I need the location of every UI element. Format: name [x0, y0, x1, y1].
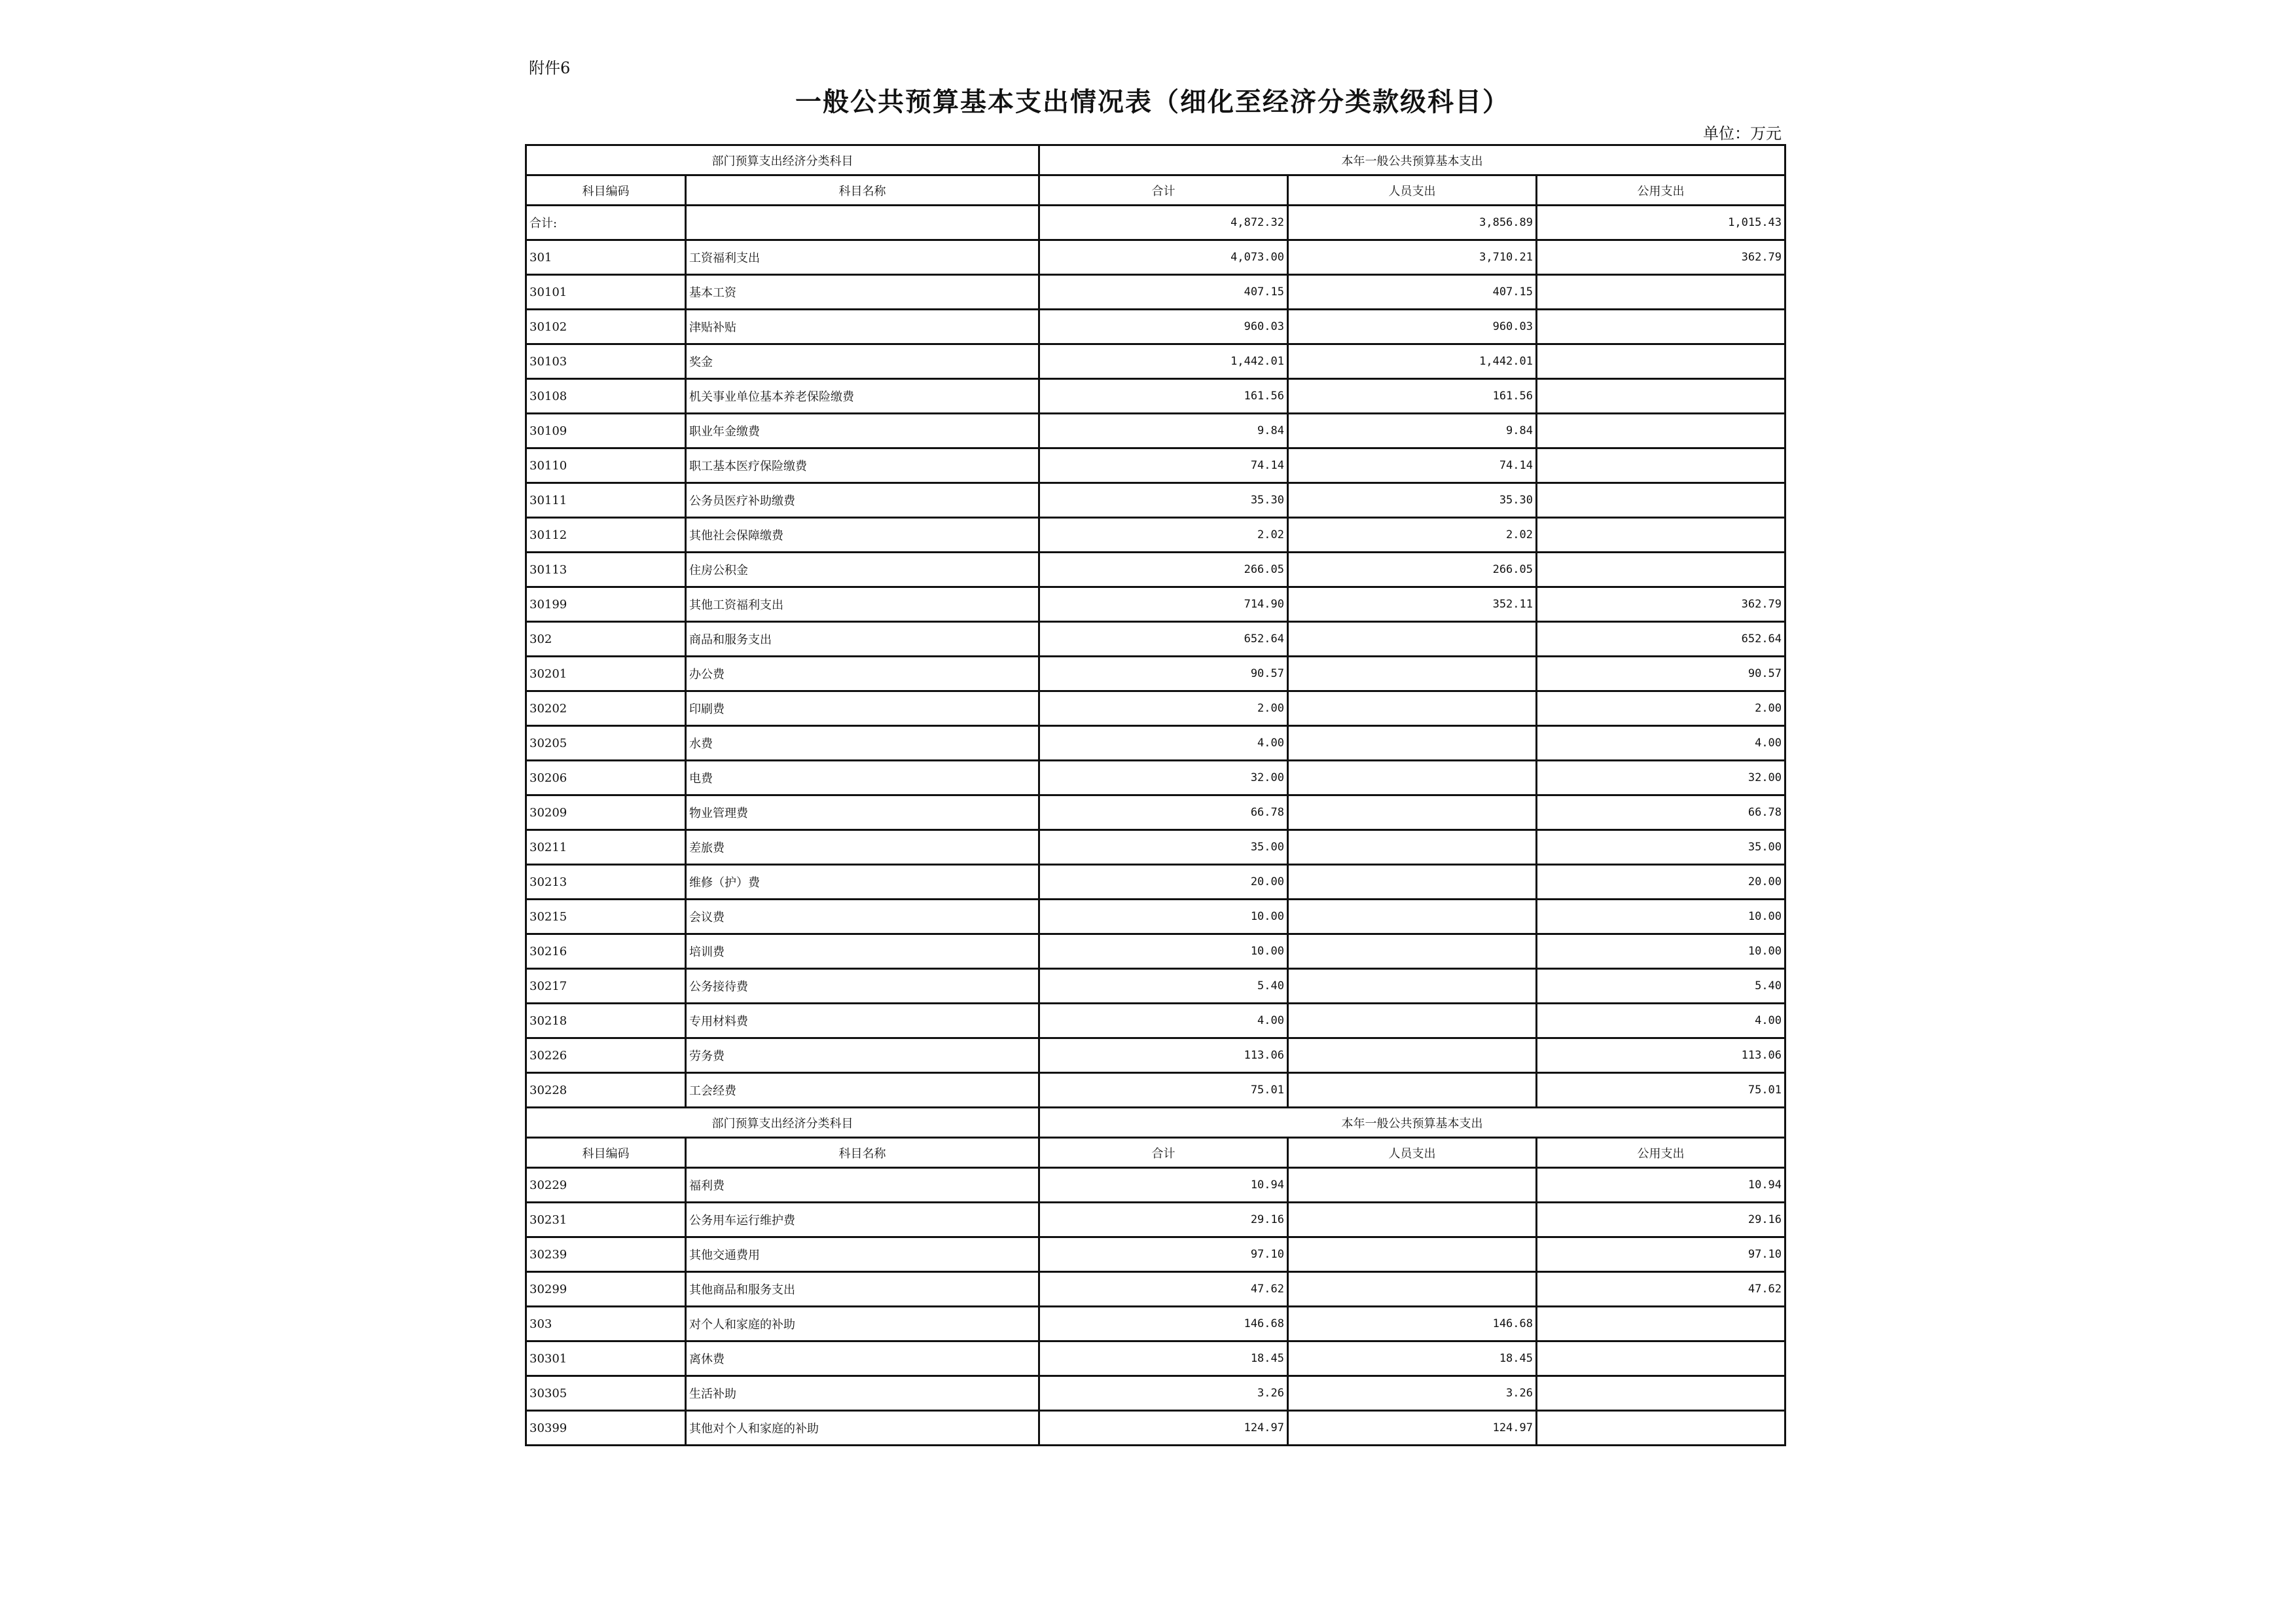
personnel-cell: 3,710.21 — [1288, 240, 1537, 275]
column-header-public: 公用支出 — [1537, 1138, 1785, 1168]
name-cell: 公务用车运行维护费 — [686, 1203, 1039, 1237]
public-cell — [1537, 344, 1785, 379]
public-cell: 2.00 — [1537, 691, 1785, 726]
public-cell: 652.64 — [1537, 622, 1785, 657]
name-cell: 其他工资福利支出 — [686, 587, 1039, 622]
code-cell: 合计: — [526, 206, 686, 240]
personnel-cell — [1288, 1272, 1537, 1307]
name-cell — [686, 206, 1039, 240]
code-cell: 30213 — [526, 865, 686, 900]
public-cell: 362.79 — [1537, 587, 1785, 622]
total-cell: 124.97 — [1039, 1411, 1288, 1446]
code-cell: 30110 — [526, 448, 686, 483]
column-header-total: 合计 — [1039, 1138, 1288, 1168]
code-cell: 30239 — [526, 1237, 686, 1272]
code-cell: 302 — [526, 622, 686, 657]
total-cell: 407.15 — [1039, 275, 1288, 310]
unit-label: 单位：万元 — [1703, 124, 1782, 143]
public-cell: 4.00 — [1537, 1004, 1785, 1038]
code-cell: 30206 — [526, 761, 686, 795]
name-cell: 劳务费 — [686, 1038, 1039, 1073]
table-row — [526, 553, 1785, 587]
total-cell: 3.26 — [1039, 1376, 1288, 1411]
column-header-row — [526, 1138, 1785, 1168]
code-cell: 30112 — [526, 518, 686, 553]
total-cell: 10.94 — [1039, 1168, 1288, 1203]
name-cell: 公务员医疗补助缴费 — [686, 483, 1039, 518]
code-cell: 30216 — [526, 934, 686, 969]
public-cell — [1537, 379, 1785, 414]
total-cell: 146.68 — [1039, 1307, 1288, 1341]
total-cell: 74.14 — [1039, 448, 1288, 483]
public-cell: 10.00 — [1537, 900, 1785, 934]
name-cell: 其他交通费用 — [686, 1237, 1039, 1272]
column-header-public: 公用支出 — [1537, 175, 1785, 206]
name-cell: 办公费 — [686, 657, 1039, 691]
total-cell: 20.00 — [1039, 865, 1288, 900]
table-row — [526, 865, 1785, 900]
public-cell — [1537, 518, 1785, 553]
table-row — [526, 240, 1785, 275]
name-cell: 专用材料费 — [686, 1004, 1039, 1038]
code-cell: 30226 — [526, 1038, 686, 1073]
table-row — [526, 1073, 1785, 1108]
personnel-cell: 3.26 — [1288, 1376, 1537, 1411]
personnel-cell: 146.68 — [1288, 1307, 1537, 1341]
public-cell: 66.78 — [1537, 795, 1785, 830]
public-cell: 362.79 — [1537, 240, 1785, 275]
code-cell: 30103 — [526, 344, 686, 379]
column-header-code: 科目编码 — [526, 1138, 686, 1168]
public-cell — [1537, 275, 1785, 310]
group-header-expenditure: 本年一般公共预算基本支出 — [1039, 145, 1785, 175]
personnel-cell — [1288, 761, 1537, 795]
total-cell: 652.64 — [1039, 622, 1288, 657]
table-row — [526, 1237, 1785, 1272]
table-row — [526, 795, 1785, 830]
table-row — [526, 1341, 1785, 1376]
name-cell: 公务接待费 — [686, 969, 1039, 1004]
table-row — [526, 414, 1785, 448]
code-cell: 30301 — [526, 1341, 686, 1376]
table-row — [526, 1411, 1785, 1446]
name-cell: 职业年金缴费 — [686, 414, 1039, 448]
public-cell — [1537, 1411, 1785, 1446]
table-row — [526, 969, 1785, 1004]
total-cell: 66.78 — [1039, 795, 1288, 830]
personnel-cell — [1288, 969, 1537, 1004]
personnel-cell — [1288, 865, 1537, 900]
name-cell: 电费 — [686, 761, 1039, 795]
public-cell — [1537, 310, 1785, 344]
total-cell: 266.05 — [1039, 553, 1288, 587]
personnel-cell — [1288, 795, 1537, 830]
table-row — [526, 518, 1785, 553]
total-cell: 9.84 — [1039, 414, 1288, 448]
total-cell: 47.62 — [1039, 1272, 1288, 1307]
name-cell: 生活补助 — [686, 1376, 1039, 1411]
public-cell — [1537, 414, 1785, 448]
total-cell: 90.57 — [1039, 657, 1288, 691]
personnel-cell: 18.45 — [1288, 1341, 1537, 1376]
table-row — [526, 691, 1785, 726]
total-cell: 4,073.00 — [1039, 240, 1288, 275]
public-cell — [1537, 1376, 1785, 1411]
personnel-cell: 2.02 — [1288, 518, 1537, 553]
personnel-cell — [1288, 830, 1537, 865]
total-cell: 113.06 — [1039, 1038, 1288, 1073]
total-cell: 4.00 — [1039, 1004, 1288, 1038]
code-cell: 30217 — [526, 969, 686, 1004]
group-header-classification: 部门预算支出经济分类科目 — [526, 145, 1039, 175]
name-cell: 工会经费 — [686, 1073, 1039, 1108]
name-cell: 物业管理费 — [686, 795, 1039, 830]
code-cell: 301 — [526, 240, 686, 275]
name-cell: 对个人和家庭的补助 — [686, 1307, 1039, 1341]
personnel-cell: 9.84 — [1288, 414, 1537, 448]
code-cell: 30111 — [526, 483, 686, 518]
personnel-cell: 124.97 — [1288, 1411, 1537, 1446]
public-cell: 5.40 — [1537, 969, 1785, 1004]
personnel-cell — [1288, 691, 1537, 726]
name-cell: 会议费 — [686, 900, 1039, 934]
table-row — [526, 310, 1785, 344]
name-cell: 住房公积金 — [686, 553, 1039, 587]
attachment-label: 附件6 — [529, 59, 571, 77]
code-cell: 30228 — [526, 1073, 686, 1108]
public-cell: 75.01 — [1537, 1073, 1785, 1108]
personnel-cell: 1,442.01 — [1288, 344, 1537, 379]
public-cell — [1537, 553, 1785, 587]
total-cell: 2.02 — [1039, 518, 1288, 553]
code-cell: 30113 — [526, 553, 686, 587]
public-cell: 35.00 — [1537, 830, 1785, 865]
table-row — [526, 1038, 1785, 1073]
total-cell: 4,872.32 — [1039, 206, 1288, 240]
code-cell: 30108 — [526, 379, 686, 414]
code-cell: 30101 — [526, 275, 686, 310]
total-cell: 714.90 — [1039, 587, 1288, 622]
public-cell: 32.00 — [1537, 761, 1785, 795]
code-cell: 30109 — [526, 414, 686, 448]
personnel-cell — [1288, 726, 1537, 761]
group-header-expenditure: 本年一般公共预算基本支出 — [1039, 1108, 1785, 1138]
column-header-total: 合计 — [1039, 175, 1288, 206]
personnel-cell: 74.14 — [1288, 448, 1537, 483]
table-row — [526, 206, 1785, 240]
code-cell: 30205 — [526, 726, 686, 761]
group-header-row — [526, 145, 1785, 175]
personnel-cell: 3,856.89 — [1288, 206, 1537, 240]
total-cell: 10.00 — [1039, 934, 1288, 969]
column-header-personnel: 人员支出 — [1288, 1138, 1537, 1168]
group-header-row — [526, 1108, 1785, 1138]
code-cell: 30299 — [526, 1272, 686, 1307]
code-cell: 30218 — [526, 1004, 686, 1038]
table-row — [526, 761, 1785, 795]
personnel-cell — [1288, 1004, 1537, 1038]
table-row — [526, 1272, 1785, 1307]
personnel-cell — [1288, 934, 1537, 969]
personnel-cell: 266.05 — [1288, 553, 1537, 587]
code-cell: 30199 — [526, 587, 686, 622]
public-cell: 29.16 — [1537, 1203, 1785, 1237]
personnel-cell — [1288, 657, 1537, 691]
public-cell: 47.62 — [1537, 1272, 1785, 1307]
name-cell: 工资福利支出 — [686, 240, 1039, 275]
table-row — [526, 1307, 1785, 1341]
personnel-cell — [1288, 622, 1537, 657]
table-row — [526, 1004, 1785, 1038]
total-cell: 161.56 — [1039, 379, 1288, 414]
table-row — [526, 830, 1785, 865]
public-cell: 90.57 — [1537, 657, 1785, 691]
public-cell: 10.94 — [1537, 1168, 1785, 1203]
personnel-cell: 960.03 — [1288, 310, 1537, 344]
code-cell: 30399 — [526, 1411, 686, 1446]
column-header-row — [526, 175, 1785, 206]
table-row — [526, 900, 1785, 934]
personnel-cell — [1288, 900, 1537, 934]
name-cell: 培训费 — [686, 934, 1039, 969]
personnel-cell — [1288, 1203, 1537, 1237]
total-cell: 4.00 — [1039, 726, 1288, 761]
table-row — [526, 587, 1785, 622]
name-cell: 水费 — [686, 726, 1039, 761]
personnel-cell — [1288, 1038, 1537, 1073]
total-cell: 35.00 — [1039, 830, 1288, 865]
public-cell: 20.00 — [1537, 865, 1785, 900]
personnel-cell — [1288, 1237, 1537, 1272]
code-cell: 30209 — [526, 795, 686, 830]
public-cell: 113.06 — [1537, 1038, 1785, 1073]
name-cell: 差旅费 — [686, 830, 1039, 865]
total-cell: 2.00 — [1039, 691, 1288, 726]
code-cell: 30215 — [526, 900, 686, 934]
personnel-cell: 407.15 — [1288, 275, 1537, 310]
total-cell: 35.30 — [1039, 483, 1288, 518]
table-body — [526, 145, 1785, 1446]
table-row — [526, 1376, 1785, 1411]
public-cell — [1537, 448, 1785, 483]
code-cell: 30305 — [526, 1376, 686, 1411]
total-cell: 32.00 — [1039, 761, 1288, 795]
table-row — [526, 622, 1785, 657]
table-row — [526, 934, 1785, 969]
group-header-classification: 部门预算支出经济分类科目 — [526, 1108, 1039, 1138]
name-cell: 其他社会保障缴费 — [686, 518, 1039, 553]
name-cell: 印刷费 — [686, 691, 1039, 726]
column-header-personnel: 人员支出 — [1288, 175, 1537, 206]
table-row — [526, 275, 1785, 310]
personnel-cell — [1288, 1168, 1537, 1203]
column-header-code: 科目编码 — [526, 175, 686, 206]
page-title: 一般公共预算基本支出情况表（细化至经济分类款级科目） — [795, 86, 1510, 117]
personnel-cell — [1288, 1073, 1537, 1108]
public-cell: 97.10 — [1537, 1237, 1785, 1272]
total-cell: 960.03 — [1039, 310, 1288, 344]
public-cell: 4.00 — [1537, 726, 1785, 761]
name-cell: 奖金 — [686, 344, 1039, 379]
personnel-cell: 352.11 — [1288, 587, 1537, 622]
code-cell: 30211 — [526, 830, 686, 865]
table-row — [526, 483, 1785, 518]
table-row — [526, 379, 1785, 414]
code-cell: 30201 — [526, 657, 686, 691]
personnel-cell: 161.56 — [1288, 379, 1537, 414]
name-cell: 津贴补贴 — [686, 310, 1039, 344]
name-cell: 离休费 — [686, 1341, 1039, 1376]
public-cell: 1,015.43 — [1537, 206, 1785, 240]
budget-table — [525, 144, 1786, 1446]
table-row — [526, 1168, 1785, 1203]
column-header-name: 科目名称 — [686, 175, 1039, 206]
public-cell — [1537, 1307, 1785, 1341]
total-cell: 97.10 — [1039, 1237, 1288, 1272]
code-cell: 30231 — [526, 1203, 686, 1237]
personnel-cell: 35.30 — [1288, 483, 1537, 518]
name-cell: 基本工资 — [686, 275, 1039, 310]
name-cell: 福利费 — [686, 1168, 1039, 1203]
name-cell: 职工基本医疗保险缴费 — [686, 448, 1039, 483]
table-row — [526, 726, 1785, 761]
table-row — [526, 448, 1785, 483]
total-cell: 75.01 — [1039, 1073, 1288, 1108]
column-header-name: 科目名称 — [686, 1138, 1039, 1168]
code-cell: 30102 — [526, 310, 686, 344]
total-cell: 18.45 — [1039, 1341, 1288, 1376]
total-cell: 1,442.01 — [1039, 344, 1288, 379]
name-cell: 其他对个人和家庭的补助 — [686, 1411, 1039, 1446]
name-cell: 其他商品和服务支出 — [686, 1272, 1039, 1307]
code-cell: 303 — [526, 1307, 686, 1341]
code-cell: 30229 — [526, 1168, 686, 1203]
name-cell: 维修（护）费 — [686, 865, 1039, 900]
table-row — [526, 1203, 1785, 1237]
name-cell: 商品和服务支出 — [686, 622, 1039, 657]
total-cell: 29.16 — [1039, 1203, 1288, 1237]
public-cell — [1537, 483, 1785, 518]
name-cell: 机关事业单位基本养老保险缴费 — [686, 379, 1039, 414]
public-cell: 10.00 — [1537, 934, 1785, 969]
table-row — [526, 344, 1785, 379]
code-cell: 30202 — [526, 691, 686, 726]
total-cell: 5.40 — [1039, 969, 1288, 1004]
total-cell: 10.00 — [1039, 900, 1288, 934]
table-row — [526, 657, 1785, 691]
public-cell — [1537, 1341, 1785, 1376]
